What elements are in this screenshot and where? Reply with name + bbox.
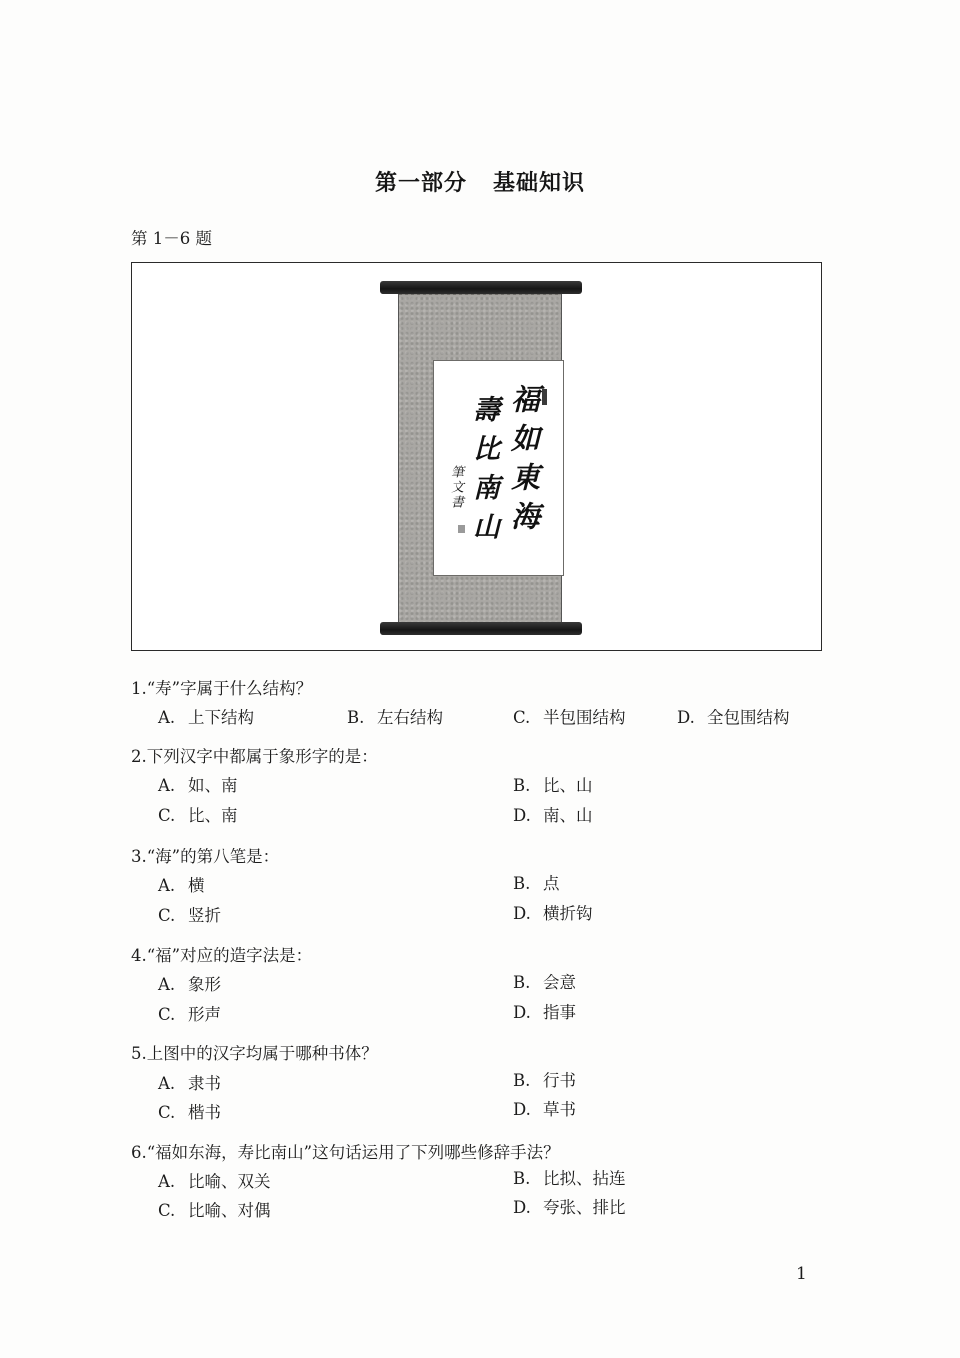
option-text: 全包围结构 [707,708,790,727]
question-text: “福如东海，寿比南山”这句话运用了下列哪些修辞手法？ [146,1143,560,1162]
question-stem [131,675,312,699]
option-text: 夸张、排比 [543,1198,626,1217]
option-text: 象形 [188,975,221,994]
option-letter: A. [158,708,176,727]
question-number: 1. [131,679,147,698]
calligraphy-scroll-image [380,281,582,638]
option-letter: A. [158,975,176,994]
option-letter: D. [513,1198,531,1217]
option-text: 指事 [543,1003,576,1022]
scroll-rod-top [380,281,582,294]
option-d[interactable] [677,704,790,728]
option-d[interactable] [513,1194,626,1218]
question-stem [131,743,378,767]
option-text: 楷书 [188,1103,221,1122]
scroll-rod-bottom [380,622,582,635]
question-stem [131,1139,560,1163]
question-number: 2. [131,747,147,766]
option-a[interactable] [158,1070,221,1094]
option-b[interactable] [513,1067,576,1091]
option-letter: D. [513,1003,531,1022]
option-text: 比喻、对偶 [188,1201,271,1220]
option-d[interactable] [513,802,593,826]
question-number: 4. [131,946,147,965]
option-letter: A. [158,876,176,895]
question-stem [131,843,279,867]
option-b[interactable] [513,969,576,993]
option-text: 横折钩 [543,904,593,923]
question-number: 5. [131,1044,147,1063]
option-a[interactable] [158,772,238,796]
title-part-2: 基础知识 [493,171,586,196]
option-a[interactable] [158,872,205,896]
seal-mark-top [542,389,547,405]
option-text: 半包围结构 [543,708,626,727]
option-letter: B. [513,874,531,893]
option-text: 比、南 [188,806,238,825]
option-letter: C. [158,806,176,825]
option-text: 南、山 [543,806,593,825]
scroll-mount [398,285,562,633]
option-text: 比拟、拈连 [543,1169,626,1188]
option-c[interactable] [158,1001,221,1025]
option-letter: B. [513,973,531,992]
title-part-1: 第一部分 [374,171,467,196]
option-c[interactable] [158,1197,271,1221]
option-c[interactable] [158,1099,221,1123]
option-letter: D. [513,904,531,923]
option-c[interactable] [158,802,238,826]
option-text: 上下结构 [188,708,254,727]
option-c[interactable] [158,902,221,926]
option-a[interactable] [158,704,254,728]
seal-mark-signature [458,525,465,533]
option-a[interactable] [158,1168,271,1192]
option-d[interactable] [513,900,593,924]
option-text: 左右结构 [377,708,443,727]
calligraphy-paper [433,360,564,576]
section-label: 第 1－6 题 [131,229,212,248]
question-stem [131,942,312,966]
option-letter: C. [158,1201,176,1220]
option-a[interactable] [158,971,221,995]
option-letter: D. [513,806,531,825]
option-text: 比、山 [543,776,593,795]
option-letter: A. [158,1172,176,1191]
option-letter: B. [513,1071,531,1090]
option-b[interactable] [347,704,443,728]
option-letter: C. [158,1005,176,1024]
option-letter: C. [158,1103,176,1122]
option-text: 会意 [543,973,576,992]
option-letter: C. [158,906,176,925]
question-stem [131,1040,378,1064]
option-letter: B. [513,776,531,795]
option-letter: A. [158,1074,176,1093]
option-letter: A. [158,776,176,795]
question-text: “寿”字属于什么结构？ [146,679,313,698]
page-title [0,166,960,197]
option-text: 横 [188,876,205,895]
option-b[interactable] [513,772,593,796]
option-c[interactable] [513,704,626,728]
option-text: 如、南 [188,776,238,795]
option-letter: C. [513,708,531,727]
option-text: 竖折 [188,906,221,925]
option-text: 形声 [188,1005,221,1024]
question-text: 上图中的汉字均属于哪种书体？ [146,1044,378,1063]
question-text: “海”的第八笔是： [146,847,280,866]
option-letter: D. [677,708,695,727]
option-letter: D. [513,1100,531,1119]
option-letter: B. [347,708,365,727]
question-number: 3. [131,847,147,866]
option-text: 行书 [543,1071,576,1090]
calligraphy-column-2: 壽比南山 [468,395,499,551]
option-text: 点 [543,874,560,893]
question-text: 下列汉字中都属于象形字的是： [146,747,378,766]
calligraphy-signature: 筆文書 [448,465,463,510]
option-d[interactable] [513,999,576,1023]
page-number: 1 [796,1264,807,1284]
option-d[interactable] [513,1096,576,1120]
option-b[interactable] [513,1165,626,1189]
calligraphy-column-1: 福如東海 [507,384,541,540]
option-text: 隶书 [188,1074,221,1093]
option-text: 草书 [543,1100,576,1119]
question-text: “福”对应的造字法是： [146,946,313,965]
question-number: 6. [131,1143,147,1162]
option-letter: B. [513,1169,531,1188]
option-b[interactable] [513,870,560,894]
option-text: 比喻、双关 [188,1172,271,1191]
